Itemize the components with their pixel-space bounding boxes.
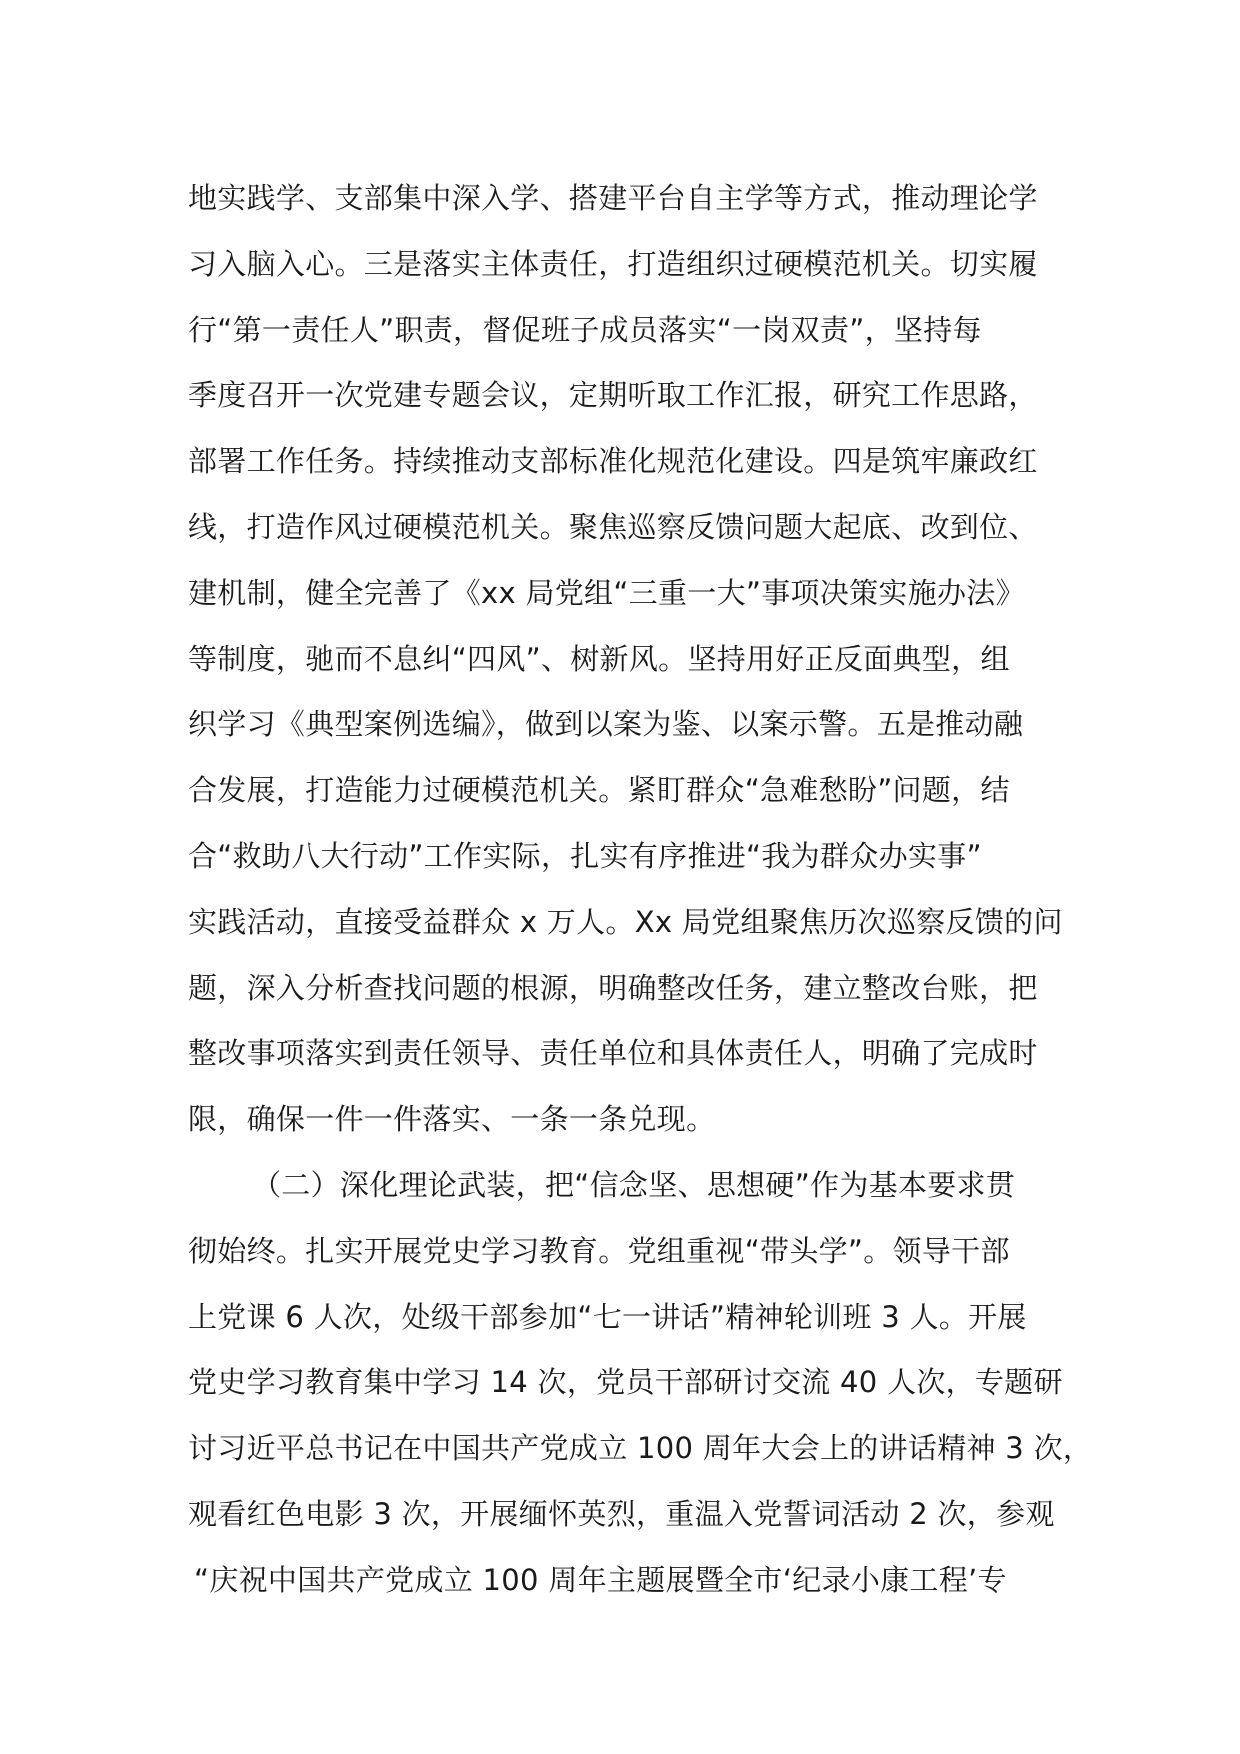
text-line: 建机制，健全完善了《xx 局党组“三重一大”事项决策实施办法》 (188, 575, 1025, 610)
text-line: 题，深入分析查找问题的根源，明确整改任务，建立整改台账，把 (188, 970, 1038, 1005)
text-line: 地实践学、支部集中深入学、搭建平台自主学等方式，推动理论学 (188, 181, 1038, 215)
text-line: 彻始终。扎实开展党史学习教育。党组重视“带头学”。领导干部 (188, 1233, 1010, 1268)
text-line: 上党课 6 人次，处级干部参加“七一讲话”精神轮训班 3 人。开展 (188, 1299, 1027, 1334)
text-line: 行“第一责任人”职责，督促班子成员落实“一岗双责”，坚持每 (188, 312, 982, 347)
text-line: 讨习近平总书记在中国共产党成立 100 周年大会上的讲话精神 3 次， (188, 1431, 1093, 1466)
text-line: 观看红色电影 3 次，开展缅怀英烈，重温入党誓词活动 2 次，参观 (188, 1496, 1055, 1531)
text-line: 季度召开一次党建专题会议，定期听取工作汇报，研究工作思路， (188, 378, 1038, 413)
text-line: 部署工作任务。持续推动支部标准化规范化建设。四是筑牢廉政红 (188, 444, 1038, 479)
text-line: 实践活动，直接受益群众 x 万人。Xx 局党组聚焦历次巡察反馈的问 (188, 904, 1063, 939)
body-text (188, 166, 1093, 1614)
text-line: 线，打造作风过硬模范机关。聚焦巡察反馈问题大起底、改到位、 (188, 509, 1038, 544)
text-line: 整改事项落实到责任领导、责任单位和具体责任人，明确了完成时 (188, 1036, 1038, 1071)
text-line: 合发展，打造能力过硬模范机关。紧盯群众“急难愁盼”问题，结 (188, 773, 1010, 808)
text-line: 党史学习教育集中学习 14 次，党员干部研讨交流 40 人次，专题研 (188, 1365, 1063, 1400)
text-line: 等制度，驰而不息纠“四风”、树新风。坚持用好正反面典型，组 (188, 641, 1010, 676)
text-line: 限，确保一件一件落实、一条一条兑现。 (188, 1102, 716, 1137)
text-line: “庆祝中国共产党成立 100 周年主题展暨全市‘纪录小康工程’专 (194, 1562, 1007, 1597)
text-line: 合“救助八大行动”工作实际，扎实有序推进“我为群众办实事” (188, 838, 982, 873)
text-line: 织学习《典型案例选编》，做到以案为鉴、以案示警。五是推动融 (188, 707, 1024, 742)
section-heading-line: （二）深化理论武装，把“信念坚、思想硬”作为基本要求贯 (252, 1167, 1016, 1202)
text-line: 习入脑入心。三是落实主体责任，打造组织过硬模范机关。切实履 (188, 246, 1038, 281)
